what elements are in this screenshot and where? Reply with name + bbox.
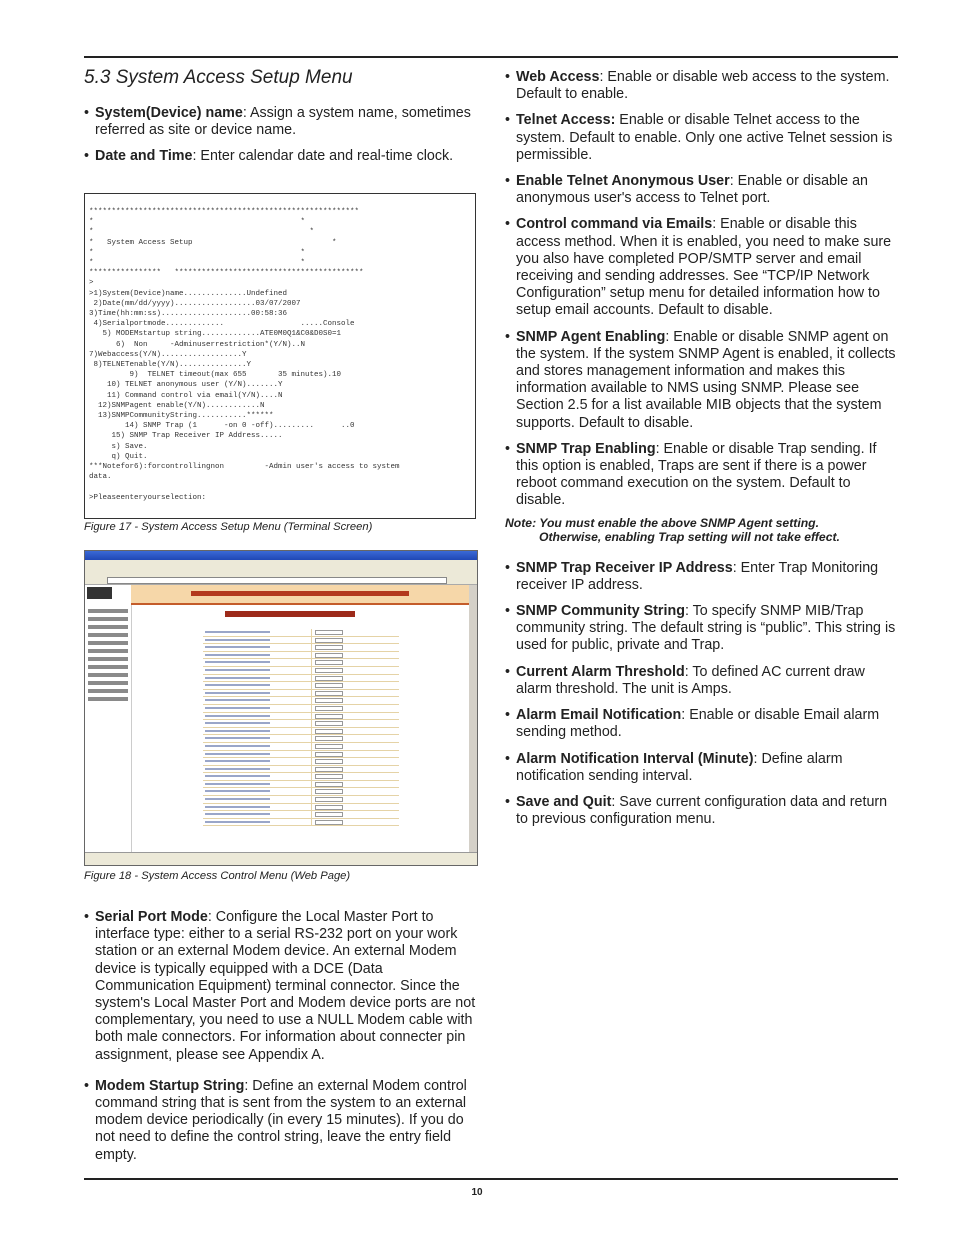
bullet-trap-receiver-ip (505, 560, 901, 594)
bullet-text: : Enable or disable SNMP agent on the system. If the system SNMP Agent is enabled, it collects and stores management information and makes this information available to NMS using SNMP. Please see Section 2.5 for a list available MIB objects that the system supports. Default to disable. (516, 328, 896, 431)
bullet-term: SNMP Community String (516, 603, 685, 620)
bullet-text: : Enter Trap Monitoring receiver IP address. (516, 559, 879, 593)
bottom-rule (84, 1178, 898, 1180)
terminal-text: ************************************************************ * * * * * System Access Setup * * * * * **************** ****************************************** > >1)System(Device)name..............Undefined 2)Date(mm/dd/yyyy)..................03/07/2007 3)Time(hh:mm:ss)....................00:58:36 4)Serialportmode............. .....Console 5) MODEMstartup string.............ATE0M0Q1&C0&D0S0=1 6) Non -Adminuserrestriction*(Y/N)..N 7)Webaccess(Y/N)..................Y 8)TELNETenable(Y/N)...............Y 9) TELNET timeout(max 655 35 minutes).10 10) TELNET anonymous user (Y/N).......Y 11) Command control via email(Y/N)....N 12)SNMPagent enable(Y/N)............N 13)SNMPCommunityString...........****** 14) SNMP Trap (1 -on 0 -off)......... ..0 15) SNMP Trap Receiver IP Address..... s) Save. q) Quit. ***Notefor6):forcontrollingnon -Admin user's access to system data. >Pleaseenteryourselection: (89, 208, 400, 502)
bullet-date-time (84, 148, 478, 165)
bullet-term: Control command via Emails (516, 216, 713, 233)
web-page-screenshot (84, 550, 478, 866)
browser-address-bar (85, 576, 477, 585)
bullet-text: : Enable or disable Email alarm sending method. (516, 707, 880, 741)
bullet-serial-port-mode (84, 909, 478, 1064)
bullet-term: SNMP Agent Enabling (516, 328, 666, 345)
bullet-text: : Save current configuration data and return to previous configuration menu. (516, 793, 888, 828)
bullet-term: Serial Port Mode (95, 909, 208, 925)
bullet-term: Alarm Email Notification (516, 707, 682, 724)
bullet-telnet-anonymous (505, 173, 901, 207)
snmp-note (505, 516, 901, 544)
web-sidebar (85, 585, 132, 853)
bullet-text: : Define alarm notification sending interval. (516, 750, 843, 784)
web-banner (131, 585, 469, 605)
web-settings-table (203, 629, 399, 826)
bullet-modem-startup-string (84, 1078, 478, 1164)
bullet-term: Enable Telnet Anonymous User (516, 173, 730, 190)
note-line-1: Note: You must enable the above SNMP Agent setting. (505, 515, 819, 530)
browser-scrollbar (469, 585, 477, 853)
left-column (84, 66, 478, 175)
web-logo (87, 587, 129, 599)
bullet-text: : Enable or disable an anonymous user's access to Telnet port. (516, 173, 869, 207)
bullet-text: : To specify SNMP MIB/Trap community string. The default string is “public”. This string is used for public, private and Trap. (516, 603, 896, 654)
web-submit-buttons (285, 865, 323, 866)
bullet-community-string (505, 603, 901, 655)
terminal-screen (84, 193, 476, 519)
bullet-term: SNMP Trap Receiver IP Address (516, 559, 733, 576)
bullet-text: : Define an external Modem control command string that is sent from the system to an external modem device periodically (in every 15 minutes). If you do not need to define the control string, leave the entry field empty. (95, 1077, 467, 1163)
web-heading (225, 611, 355, 617)
bullet-text: : Enable or disable Trap sending. If this option is enabled, Traps are sent if there is a power reboot command execution on the system. Default to disable. (516, 440, 877, 509)
bullet-term: Modem Startup String (95, 1077, 245, 1094)
bullet-term: Telnet Access: (516, 112, 616, 129)
bullet-term: SNMP Trap Enabling (516, 440, 656, 457)
bullet-telnet-access (505, 112, 901, 164)
page-number: 10 (471, 1187, 483, 1198)
bullet-text: : Assign a system name, sometimes referred as site or device name. (95, 105, 471, 139)
figure-17-caption: Figure 17 - System Access Setup Menu (Terminal Screen) (84, 521, 373, 533)
bullet-alarm-interval (505, 751, 901, 785)
bullet-alarm-threshold (505, 664, 901, 698)
bullet-text: : Configure the Local Master Port to interface type: either to a serial RS-232 port on your work station or an external Modem device. An external Modem device is typically equipped with a DCE (Data Communication Equipment) terminal connector. Since the system's Local Master Port and Modem device ports are not complementary, you need to use a NULL Modem cable with both male connectors. For information about connecter pin assignment, please see Appendix A. (95, 909, 476, 1063)
figure-18-caption: Figure 18 - System Access Control Menu (Web Page) (84, 870, 351, 882)
right-column (505, 69, 901, 837)
bullet-text: Enable or disable Telnet access to the system. Default to enable. Only one active Telnet session is permissible. (516, 112, 893, 163)
bullet-save-quit (505, 794, 901, 828)
bullet-text: : Enable or disable this access method. When it is enabled, you need to make sure you also have completed POP/SMTP server and email receiving and sending addresses. See “TCP/IP Network Configuration” setup menu for detailed information how to setup email accounts. Default to disable. (516, 216, 892, 319)
top-rule (84, 56, 898, 58)
bullet-text: : To defined AC current draw alarm threshold. The unit is Amps. (516, 663, 865, 697)
browser-page-area (85, 585, 469, 853)
bullet-text: : Enable or disable web access to the system. Default to enable. (516, 69, 890, 103)
bullet-term: Current Alarm Threshold (516, 663, 685, 680)
bullet-control-via-email (505, 216, 901, 319)
left-column-lower (84, 909, 478, 1173)
bullet-term: Save and Quit (516, 793, 612, 810)
bullet-term: Date and Time (95, 148, 193, 165)
bullet-web-access (505, 69, 901, 103)
bullet-text: : Enter calendar date and real-time clock. (192, 148, 454, 165)
note-line-2: Otherwise, enabling Trap setting will not take effect. (539, 529, 840, 544)
bullet-system-name (84, 105, 478, 139)
bullet-term: System(Device) name (95, 105, 243, 121)
bullet-snmp-trap (505, 441, 901, 510)
bullet-alarm-email (505, 707, 901, 741)
section-title: 5.3 System Access Setup Menu (84, 67, 353, 88)
bullet-term: Alarm Notification Interval (Minute) (516, 750, 754, 767)
bullet-term: Web Access (516, 69, 600, 85)
windows-taskbar (85, 852, 477, 865)
browser-titlebar (85, 551, 477, 560)
bullet-snmp-agent (505, 329, 901, 432)
